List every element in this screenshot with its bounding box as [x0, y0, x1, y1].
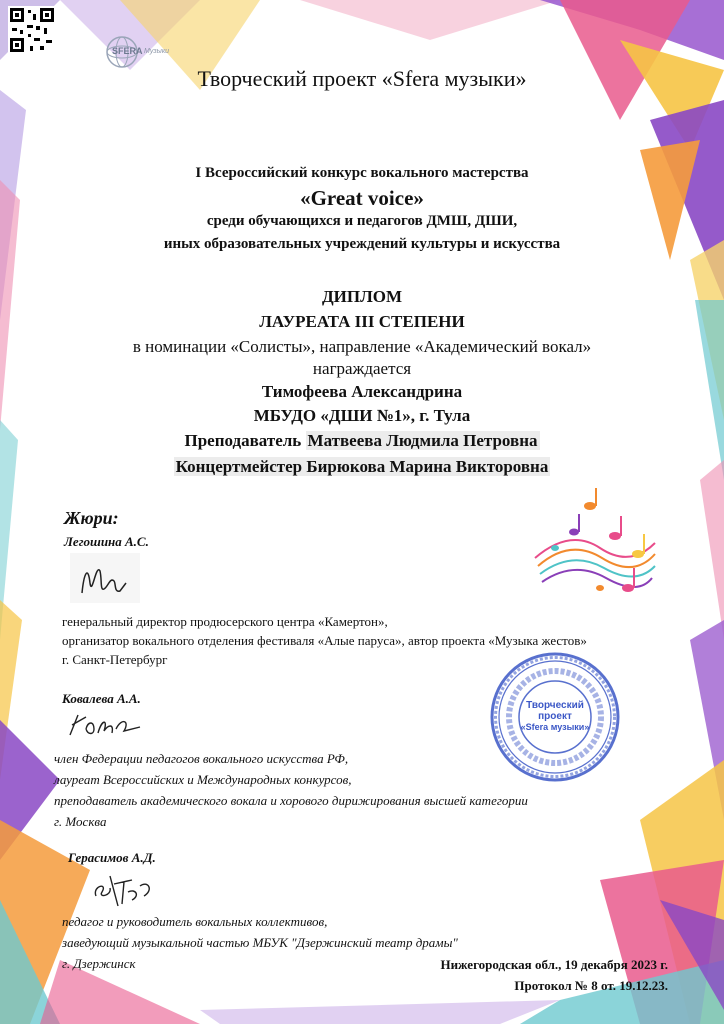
jury-desc-line: г. Санкт-Петербург — [62, 652, 168, 667]
teacher-label: Преподаватель — [184, 431, 302, 450]
signature-1 — [70, 553, 140, 603]
jury-desc-line: г. Москва — [54, 814, 107, 829]
jury-desc-line: организатор вокального отделения фестиваля «Алые паруса», автор проекта «Музыка жестов» — [62, 633, 587, 648]
qr-code — [8, 6, 56, 54]
diploma-title: ДИПЛОМ — [321, 287, 403, 306]
place-date: Нижегородская обл., 19 декабря 2023 г. — [440, 957, 668, 972]
jury-member-name: Ковалева А.А. — [62, 691, 141, 706]
jury-desc-line: заведующий музыкальной частью МБУК "Дзержинский театр драмы" — [62, 935, 458, 950]
institution: МБУДО «ДШИ №1», г. Тула — [253, 406, 471, 425]
contest-line-4: иных образовательных учреждений культуры и искусства — [163, 236, 561, 252]
stamp-line-3: «Sfera музыки» — [520, 722, 590, 732]
music-notes-decoration — [530, 488, 660, 608]
jury-desc-line: лауреат Всероссийских и Международных конкурсов, — [54, 772, 352, 787]
accompanist-text: Концертмейстер Бирюкова Марина Викторовна — [175, 457, 549, 476]
project-logo — [104, 34, 184, 70]
diploma-degree: ЛАУРЕАТА III СТЕПЕНИ — [259, 312, 465, 331]
logo-subtext: Музыки — [144, 48, 170, 55]
signature-2 — [64, 707, 144, 741]
jury-desc-line: член Федерации педагогов вокального искусства РФ, — [54, 751, 349, 766]
jury-desc-line: преподаватель академического вокала и хорового дирижирования высшей категории — [54, 793, 528, 808]
official-stamp — [488, 650, 622, 784]
jury-member-name: Легошина А.С. — [64, 534, 149, 549]
contest-line-3: среди обучающихся и педагогов ДМШ, ДШИ, — [206, 213, 518, 229]
project-title: Творческий проект «Sfera музыки» — [197, 66, 527, 91]
jury-member-desc — [62, 911, 458, 974]
protocol: Протокол № 8 от. 19.12.23. — [514, 978, 668, 993]
signature-3 — [88, 866, 158, 908]
stamp-line-2: проект — [538, 711, 572, 722]
jury-desc-line: генеральный директор продюсерского центра «Камертон», — [62, 614, 388, 629]
contest-line-1: I Всероссийский конкурс вокального мастерства — [195, 165, 529, 181]
teacher — [0, 431, 724, 451]
contest-name: «Great voice» — [300, 186, 424, 210]
logo-text: SFERA — [112, 46, 143, 56]
stamp-line-1: Творческий — [526, 700, 584, 711]
jury-member-desc — [54, 748, 528, 832]
jury-desc-line: педагог и руководитель вокальных коллективов, — [62, 914, 328, 929]
awarded-text: награждается — [312, 359, 412, 378]
nomination: в номинации «Солисты», направление «Академический вокал» — [132, 337, 592, 356]
accompanist — [0, 457, 724, 477]
jury-heading: Жюри: — [64, 508, 119, 528]
jury-member-name: Герасимов А.Д. — [68, 850, 156, 865]
participant-name: Тимофеева Александрина — [261, 382, 463, 401]
teacher-name: Матвеева Людмила Петровна — [307, 431, 538, 450]
jury-desc-line: г. Дзержинск — [62, 956, 136, 971]
